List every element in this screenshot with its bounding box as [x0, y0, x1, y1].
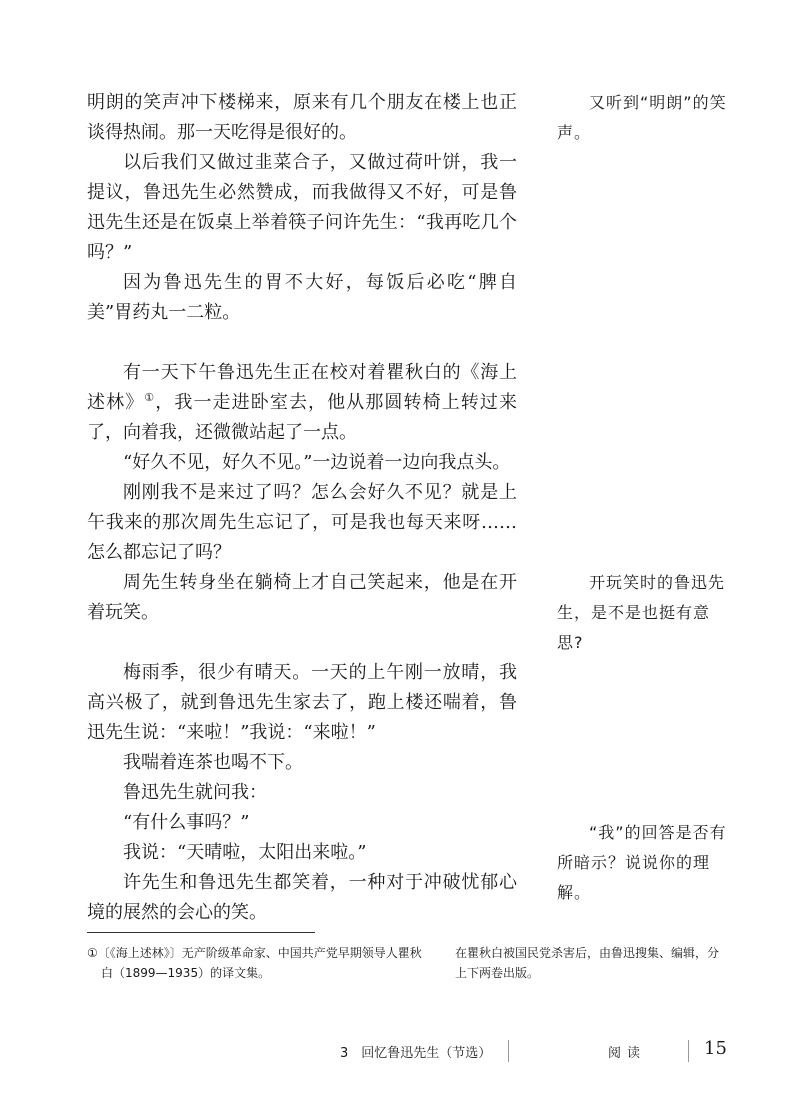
- margin-note-3-text: “我”的回答是否有所暗示？说说你的理解。: [557, 823, 727, 902]
- paragraph-4-end: ，我一走进卧室去，他从那圆转椅上转过来了，向着我，还微微站起了一点。: [87, 392, 518, 443]
- margin-note-2: [557, 568, 727, 658]
- paragraph-5: “好久不见，好久不见。”一边说着一边向我点头。: [123, 452, 511, 473]
- paragraph-8: 梅雨季，很少有晴天。一天的上午刚一放晴，我高兴极了，就到鲁迅先生家去了，跑上楼还喘着，鲁迅先生说：“来啦！”我说：“来啦！”: [87, 662, 517, 743]
- page-number: 15: [704, 1038, 727, 1059]
- paragraph-7: 周先生转身坐在躺椅上才自己笑起来，他是在开着玩笑。: [87, 572, 517, 623]
- main-text: [87, 88, 517, 928]
- page-footer: [0, 1040, 800, 1064]
- paragraph-3: 因为鲁迅先生的胃不大好，每饭后必吃“脾自美”胃药丸一二粒。: [87, 272, 517, 323]
- footnote-left: ①〔《海上述林》〕无产阶级革命家、中国共产党早期领导人瞿秋白（1899—1935）的译文集。: [87, 946, 422, 980]
- margin-note-1-text: 又听到“明朗”的笑声。: [557, 93, 727, 142]
- margin-note-1: [557, 88, 727, 148]
- section-label: 阅读: [608, 1046, 647, 1061]
- footer-divider-1: [508, 1040, 509, 1062]
- paragraph-10: 鲁迅先生就问我：: [123, 782, 267, 803]
- margin-note-3: [557, 818, 727, 908]
- paragraph-11: “有什么事吗？”: [123, 812, 250, 833]
- paragraph-9: 我喘着连茶也喝不下。: [123, 752, 303, 773]
- paragraph-4: [87, 358, 517, 448]
- paragraph-2: 以后我们又做过韭菜合子，又做过荷叶饼，我一提议，鲁迅先生必然赞成，而我做得又不好，可是鲁迅先生还是在饭桌上举着筷子问许先生：“我再吃几个吗？”: [87, 152, 517, 263]
- paragraph-4-start: 有一天下午鲁迅先生正在校对着瞿秋白的《海上述林》: [87, 362, 517, 413]
- chapter-title: 3 回忆鲁迅先生（节选）: [340, 1046, 492, 1061]
- footnote-right: 在瞿秋白被国民党杀害后，由鲁迅搜集、编辑，分上下两卷出版。: [455, 946, 720, 980]
- paragraph-6: 刚刚我不是来过了吗？怎么会好久不见？就是上午我来的那次周先生忘记了，可是我也每天来呀……怎么都忘记了吗？: [87, 482, 517, 563]
- footnote-divider: [87, 932, 315, 933]
- paragraph-13: 许先生和鲁迅先生都笑着，一种对于冲破忧郁心境的展然的会心的笑。: [87, 872, 517, 923]
- footnote-marker: ①: [144, 391, 156, 404]
- footer-divider-2: [688, 1040, 689, 1062]
- paragraph-12: 我说：“天晴啦，太阳出来啦。”: [123, 842, 367, 863]
- paragraph-1: 明朗的笑声冲下楼梯来，原来有几个朋友在楼上也正谈得热闹。那一天吃得是很好的。: [87, 92, 517, 143]
- margin-note-2-text: 开玩笑时的鲁迅先生，是不是也挺有意思?: [557, 573, 726, 652]
